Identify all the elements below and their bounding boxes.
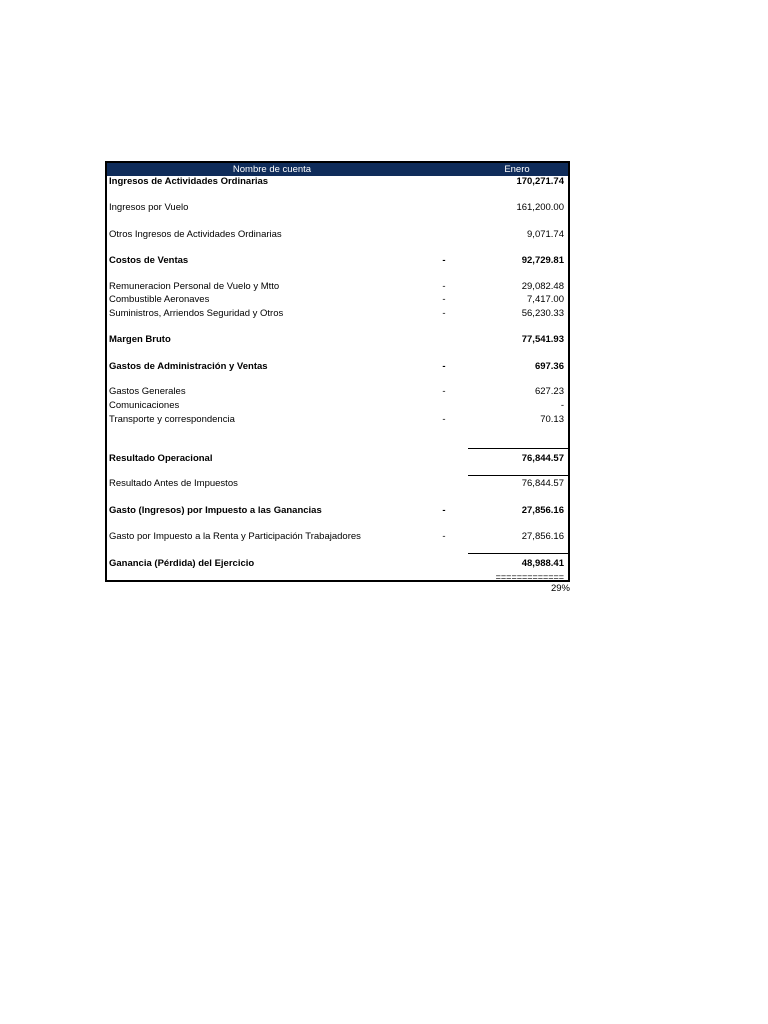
statement-row — [107, 201, 568, 214]
amount-value: 92,729.81 — [521, 255, 564, 266]
account-label: Combustible Aeronaves — [109, 294, 210, 305]
statement-row — [107, 477, 568, 490]
account-label: Ingresos por Vuelo — [109, 202, 189, 213]
dash-marker: - — [442, 531, 446, 542]
income-statement-table — [105, 161, 570, 582]
account-label: Resultado Antes de Impuestos — [109, 478, 238, 489]
account-label: Costos de Ventas — [109, 255, 189, 266]
dash-marker: - — [442, 281, 446, 292]
dash-marker: - — [442, 505, 446, 516]
statement-row — [107, 360, 568, 373]
amount-value: 7,417.00 — [527, 294, 564, 305]
amount-value: 29,082.48 — [521, 281, 564, 292]
statement-row — [107, 228, 568, 241]
statement-row — [107, 504, 568, 517]
dash-marker: - — [442, 361, 446, 372]
statement-row — [107, 293, 568, 306]
amount-value: 697.36 — [534, 361, 564, 372]
account-label: Resultado Operacional — [109, 453, 213, 464]
account-label: Ingresos de Actividades Ordinarias — [109, 176, 269, 187]
account-label: Comunicaciones — [109, 400, 180, 411]
statement-row — [107, 413, 568, 426]
amount-value: 27,856.16 — [521, 505, 564, 516]
statement-row — [107, 307, 568, 320]
amount-value: - — [560, 400, 564, 411]
amount-value: 76,844.57 — [521, 478, 564, 489]
amount-value: 70.13 — [540, 414, 564, 425]
account-label: Gasto (Ingresos) por Impuesto a las Ganancias — [109, 505, 322, 516]
account-label: Otros Ingresos de Actividades Ordinarias — [109, 229, 282, 240]
dash-marker: - — [442, 255, 446, 266]
statement-row — [107, 280, 568, 293]
account-label: Gastos de Administración y Ventas — [109, 361, 268, 372]
amount-value: 27,856.16 — [521, 531, 564, 542]
amount-value: 76,844.57 — [521, 453, 564, 464]
dash-marker: - — [442, 294, 446, 305]
percentage-value: 29% — [550, 583, 570, 594]
statement-row — [107, 385, 568, 398]
amount-value: 627.23 — [534, 386, 564, 397]
dash-marker: - — [442, 414, 446, 425]
amount-value: 170,271.74 — [516, 176, 564, 187]
amount-value: 77,541.93 — [521, 334, 564, 345]
column-header-month: Enero — [504, 164, 530, 175]
amount-value: 161,200.00 — [516, 202, 564, 213]
statement-row — [107, 175, 568, 188]
account-label: Gasto por Impuesto a la Renta y Participación Trabajadores — [109, 531, 361, 542]
statement-row — [107, 254, 568, 267]
dash-marker: - — [442, 386, 446, 397]
statement-row — [107, 557, 568, 570]
statement-row — [107, 399, 568, 412]
column-header-account-name: Nombre de cuenta — [232, 164, 312, 175]
subtotal-rule — [468, 475, 568, 476]
statement-row — [107, 530, 568, 543]
dash-marker: - — [442, 308, 446, 319]
account-label: Margen Bruto — [109, 334, 171, 345]
account-label: Suministros, Arriendos Seguridad y Otros — [109, 308, 284, 319]
subtotal-rule — [468, 448, 568, 449]
account-label: Remuneracion Personal de Vuelo y Mtto — [109, 281, 280, 292]
account-label: Gastos Generales — [109, 386, 186, 397]
account-label: Transporte y correspondencia — [109, 414, 235, 425]
statement-row — [107, 452, 568, 465]
amount-value: 48,988.41 — [521, 558, 564, 569]
account-label: Ganancia (Pérdida) del Ejercicio — [109, 558, 255, 569]
amount-value: 56,230.33 — [521, 308, 564, 319]
total-rule — [468, 553, 568, 554]
double-underline: ============= — [495, 572, 564, 582]
statement-row — [107, 333, 568, 346]
amount-value: 9,071.74 — [527, 229, 564, 240]
